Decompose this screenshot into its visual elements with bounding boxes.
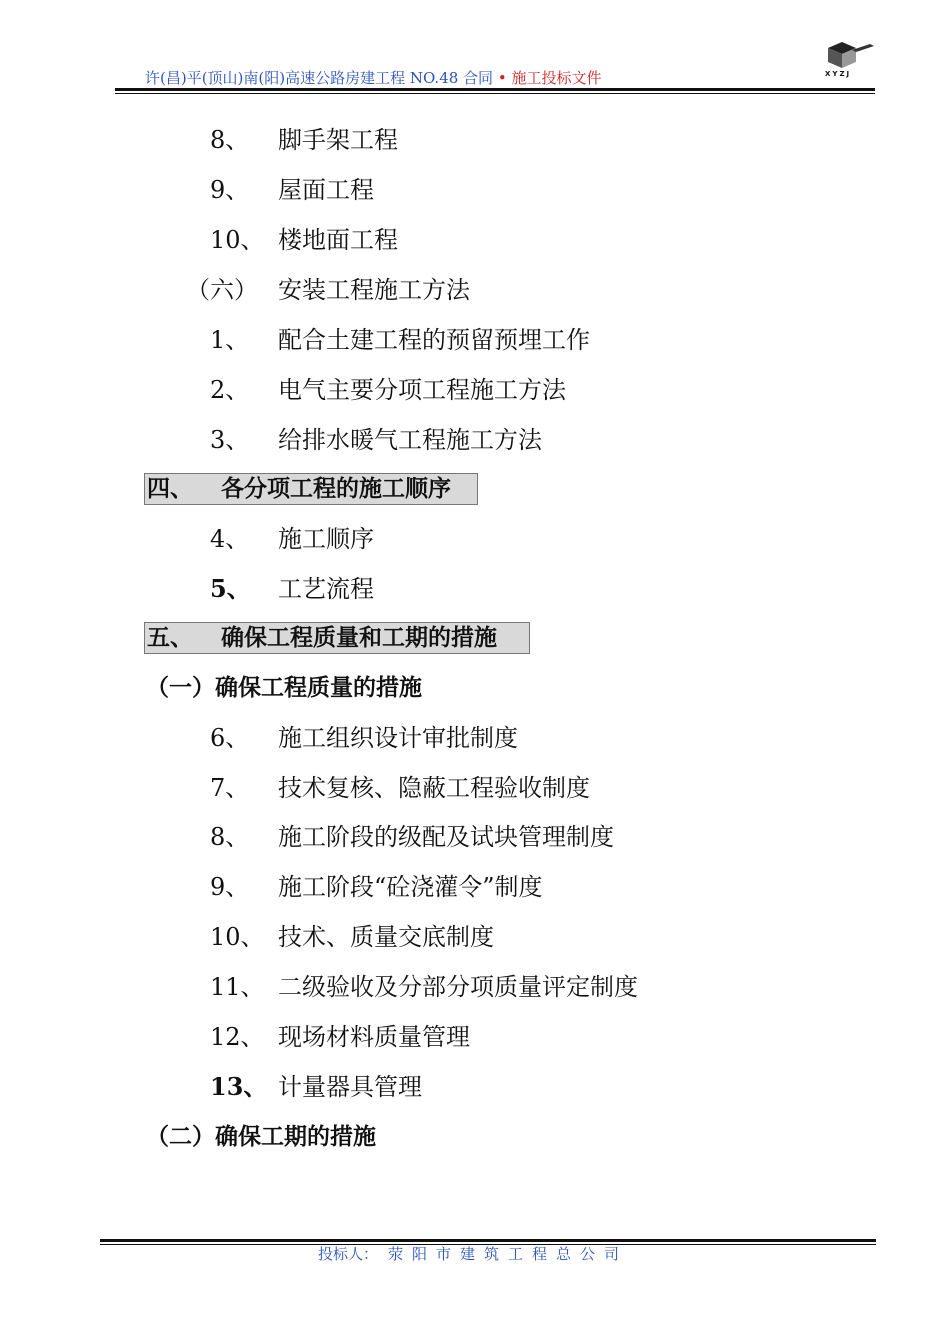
- footer-company: 荥阳市建筑工程总公司: [388, 1245, 629, 1263]
- section-title: 确保工程质量和工期的措施: [221, 625, 497, 651]
- item-number: 13、: [210, 1072, 268, 1101]
- item-text: 脚手架工程: [278, 126, 398, 154]
- item-number: 4、: [210, 525, 250, 553]
- item-number: 9、: [210, 873, 250, 901]
- item-text: 电气主要分项工程施工方法: [278, 376, 566, 404]
- header-rule-thin: [115, 93, 875, 94]
- header-rule: [115, 88, 875, 91]
- item-number: 9、: [210, 176, 250, 204]
- footer-label: 投标人：: [318, 1245, 379, 1263]
- item-number: 2、: [210, 376, 250, 404]
- item-number: 6、: [210, 724, 250, 752]
- header-title: [145, 67, 602, 88]
- item-text: 施工阶段的级配及试块管理制度: [278, 823, 614, 851]
- footer-rule: [100, 1239, 876, 1242]
- subsection-text: 安装工程施工方法: [278, 276, 470, 304]
- header-separator: •: [497, 69, 507, 87]
- item-number: 1、: [210, 326, 250, 354]
- logo-text: XYZJ: [825, 70, 852, 78]
- subheading-schedule: （二）确保工期的措施: [146, 1124, 376, 1150]
- item-number: 8、: [210, 126, 250, 154]
- subsection-number: （六）: [186, 276, 258, 304]
- item-text: 施工顺序: [278, 525, 374, 553]
- section-number: 四、: [147, 476, 193, 502]
- section-number: 五、: [147, 625, 193, 651]
- item-text: 现场材料质量管理: [278, 1023, 470, 1051]
- item-text: 屋面工程: [278, 176, 374, 204]
- item-number: 11、: [210, 973, 265, 1001]
- section-five-heading: [144, 622, 530, 654]
- item-text: 计量器具管理: [278, 1073, 422, 1101]
- item-number: 7、: [210, 774, 250, 802]
- item-text: 给排水暖气工程施工方法: [278, 426, 542, 454]
- section-title: 各分项工程的施工顺序: [221, 476, 451, 502]
- item-text: 技术复核、隐蔽工程验收制度: [278, 774, 590, 802]
- item-text: 二级验收及分部分项质量评定制度: [278, 973, 638, 1001]
- item-text: 工艺流程: [278, 575, 374, 603]
- footer-bidder: [318, 1243, 628, 1264]
- item-number: 8、: [210, 823, 250, 851]
- item-number: 5、: [210, 574, 251, 603]
- header-project-name: 许(昌)平(顶山)南(阳)高速公路房建工程 NO.48 合同: [145, 69, 494, 87]
- item-number: 12、: [210, 1023, 265, 1051]
- section-four-heading: [144, 473, 478, 505]
- item-text: 施工阶段“砼浇灌令”制度: [278, 873, 543, 901]
- item-text: 配合土建工程的预留预埋工作: [278, 326, 590, 354]
- subheading-quality: （一）确保工程质量的措施: [146, 675, 422, 701]
- item-number: 3、: [210, 426, 250, 454]
- item-number: 10、: [210, 923, 265, 951]
- header-doc-type: 施工投标文件: [511, 69, 602, 87]
- item-number: 10、: [210, 226, 265, 254]
- item-text: 楼地面工程: [278, 226, 398, 254]
- item-text: 施工组织设计审批制度: [278, 724, 518, 752]
- item-text: 技术、质量交底制度: [278, 923, 494, 951]
